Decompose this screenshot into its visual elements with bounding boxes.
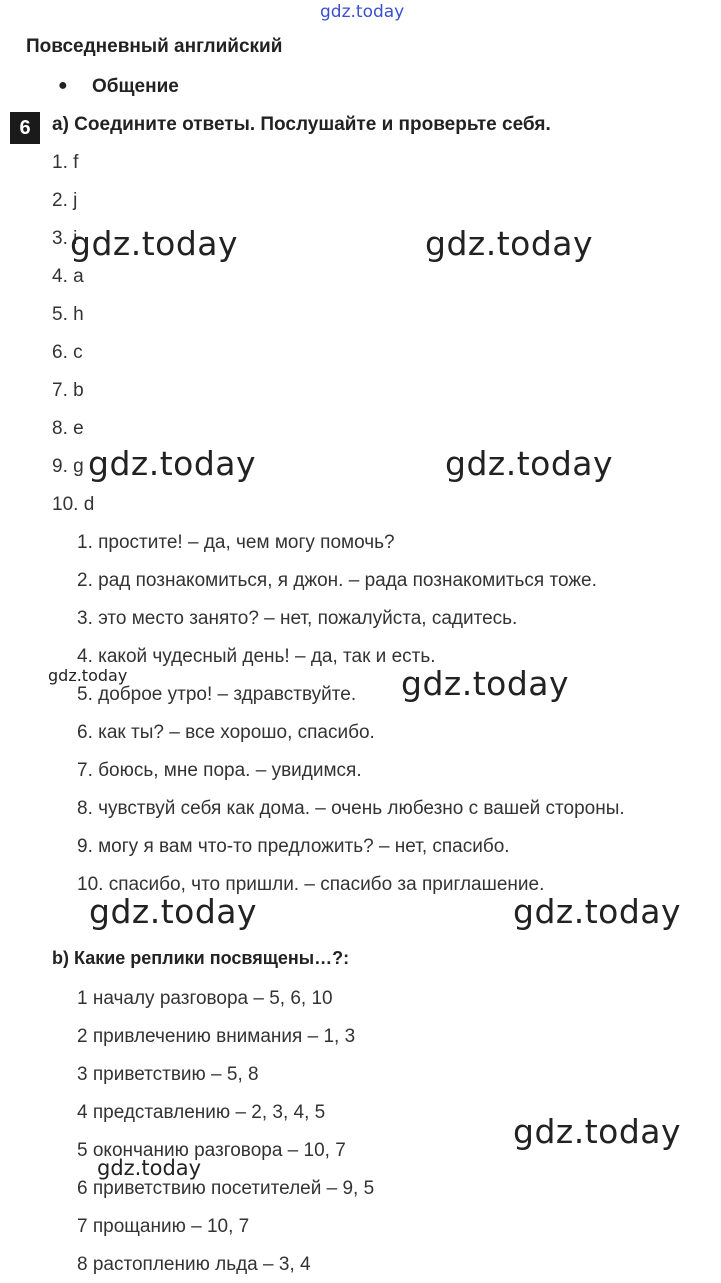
task-b-item: 5 окончанию разговора – 10, 7 xyxy=(77,1140,346,1161)
answer-item: 9. g xyxy=(52,456,84,477)
task-b-title: b) Какие реплики посвящены…?: xyxy=(52,948,350,968)
task-number-badge: 6 xyxy=(10,112,40,144)
watermark: gdz.today xyxy=(88,444,257,483)
task-b-item: 2 привлечению внимания – 1, 3 xyxy=(77,1026,356,1047)
subsection-title: Общение xyxy=(92,76,179,97)
dialogue-item: 6. как ты? – все хорошо, спасибо. xyxy=(77,722,375,743)
answer-item: 3. i xyxy=(52,228,78,249)
task-b-item: 1 началу разговора – 5, 6, 10 xyxy=(77,988,333,1009)
answer-item: 6. c xyxy=(52,342,83,363)
watermark: gdz.today xyxy=(513,1112,682,1151)
task-b-item: 4 представлению – 2, 3, 4, 5 xyxy=(77,1102,326,1123)
task-b-item: 8 растоплению льда – 3, 4 xyxy=(77,1254,311,1275)
watermark-small: gdz.today xyxy=(97,1156,202,1180)
dialogue-item: 2. рад познакомиться, я джон. – рада познакомиться тоже. xyxy=(77,570,597,591)
dialogue-item: 10. спасибо, что пришли. – спасибо за приглашение. xyxy=(77,874,545,895)
task-b-item: 3 приветствию – 5, 8 xyxy=(77,1064,259,1085)
watermark: gdz.today xyxy=(401,664,570,703)
dialogue-item: 8. чувствуй себя как дома. – очень любезно с вашей стороны. xyxy=(77,798,625,819)
answer-item: 2. j xyxy=(52,190,78,211)
dialogue-item: 7. боюсь, мне пора. – увидимся. xyxy=(77,760,362,781)
task-b-item: 6 приветствию посетителей – 9, 5 xyxy=(77,1178,375,1199)
section-heading: Повседневный английский xyxy=(26,36,283,57)
answer-item: 8. e xyxy=(52,418,84,439)
dialogue-item: 5. доброе утро! – здравствуйте. xyxy=(77,684,357,705)
answer-item: 5. h xyxy=(52,304,84,325)
dialogue-item: 3. это место занято? – нет, пожалуйста, садитесь. xyxy=(77,608,518,629)
answer-item: 4. a xyxy=(52,266,84,287)
watermark: gdz.today xyxy=(425,224,594,263)
dialogue-item: 1. простите! – да, чем могу помочь? xyxy=(77,532,395,553)
watermark: gdz.today xyxy=(513,892,682,931)
top-watermark: gdz.today xyxy=(320,2,405,22)
task-a-title: a) Соедините ответы. Послушайте и проверьте себя. xyxy=(52,114,551,135)
watermark-small: gdz.today xyxy=(48,666,128,685)
dialogue-item: 4. какой чудесный день! – да, так и есть. xyxy=(77,646,436,667)
answer-item: 10. d xyxy=(52,494,95,515)
watermark: gdz.today xyxy=(445,444,614,483)
watermark: gdz.today xyxy=(89,892,258,931)
task-b-item: 7 прощанию – 10, 7 xyxy=(77,1216,250,1237)
answer-item: 1. f xyxy=(52,152,79,173)
dialogue-item: 9. могу я вам что-то предложить? – нет, спасибо. xyxy=(77,836,510,857)
watermark: gdz.today xyxy=(70,224,239,263)
answer-item: 7. b xyxy=(52,380,84,401)
bullet-dot-icon: ● xyxy=(58,77,68,94)
